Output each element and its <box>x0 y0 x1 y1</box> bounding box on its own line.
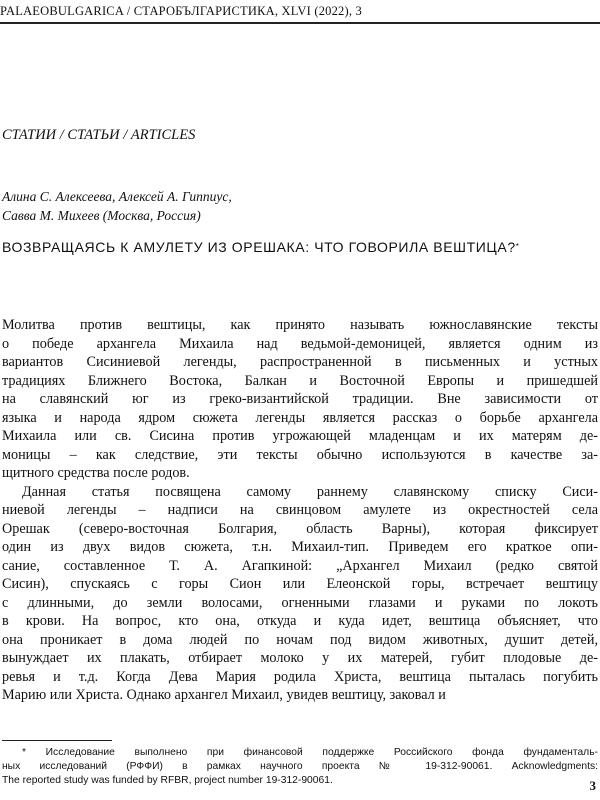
text-line: один из двух видов сюжета, т.н. Михаил-тип. Приведем его краткое опи- <box>2 539 598 555</box>
author-line-2: Савва М. Михеев (Москва, Россия) <box>2 208 201 223</box>
paragraph-2 <box>2 483 598 705</box>
text-line: традициях Ближнего Востока, Балкан и Восточной Европы и пришедшей <box>2 372 598 389</box>
article-body <box>2 316 598 705</box>
text-line: вариантов Сисиниевой легенды, распространенной в письменных и устных <box>2 354 598 370</box>
title-footnote-mark: * <box>515 242 520 251</box>
article-title-text: ВОЗВРАЩАЯСЬ К АМУЛЕТУ ИЗ ОРЕШАКА: ЧТО ГОВОРИЛА ВЕШТИЦА? <box>2 239 516 255</box>
author-line-1: Алина С. Алексеева, Алексей А. Гиппиус, <box>2 189 232 204</box>
footnote <box>2 746 598 788</box>
text-line: Данная статья посвящена самому раннему славянскому списку Сиси- <box>22 483 598 500</box>
footnote-line: ных исследований (РФФИ) в рамках научного проекта № 19-312-90061. Acknowledgments: <box>2 761 598 772</box>
text-line: Орешак (северо-восточная Болгария, область Варны), которая фиксирует <box>2 520 598 537</box>
footnote-line: * Исследование выполнено при финансовой поддержке Российского фонда фундаменталь- <box>22 747 598 758</box>
text-line: вынуждает их плакать, отбирает молоко у их матерей, губит плодовые де- <box>2 650 598 666</box>
text-line: ревья и т.д. Когда Дева Мария родила Христа, вештица пыталась погубить <box>2 668 598 685</box>
text-line: языка и народа ядром сюжета легенды является рассказ о борьбе архангела <box>2 409 598 426</box>
author-block <box>2 187 232 225</box>
paragraph-1 <box>2 316 598 483</box>
text-line: Марию или Христа. Однако архангел Михаил, увидев вештицу, заковал и <box>2 687 446 703</box>
text-line: Михаила или св. Сисина против угрожающей младенцам и их матерям де- <box>2 428 598 444</box>
running-head: PALAEOBULGARICA / СТАРОБЪЛГАРИСТИКА, XLVI (2022), 3 <box>0 4 362 18</box>
footnote-rule <box>2 740 112 741</box>
header-rule <box>0 22 600 24</box>
text-line: о победе архангела Михаила над ведьмой-демоницей, является одним из <box>2 335 598 352</box>
article-title <box>2 238 592 256</box>
page-number: 3 <box>589 778 596 793</box>
text-line: моницы – как следствие, эти тексты обычно используются в качестве за- <box>2 446 598 463</box>
text-line: Молитва против вештицы, как принято называть южнославянские тексты <box>2 317 598 333</box>
text-line: она проникает в дома людей по ночам под видом животных, душит детей, <box>2 631 598 648</box>
text-line: ниевой легенды – надписи на свинцовом амулете из окрестностей села <box>2 502 598 518</box>
text-line: Сисин), спускаясь с горы Сион или Елеонской горы, встречает вештицу <box>2 576 598 592</box>
footnote-line: The reported study was funded by RFBR, project number 19-312-90061. <box>2 775 333 786</box>
text-line: сание, составленное Т. А. Агапкиной: „Архангел Михаил (редко святой <box>2 557 598 574</box>
text-line: с длинными, до земли волосами, огненными глазами и руками по локоть <box>2 594 598 611</box>
text-line: щитного средства после родов. <box>2 465 190 481</box>
text-line: в крови. На вопрос, кто она, откуда и куда идет, вештица объясняет, что <box>2 613 598 629</box>
section-heading: СТАТИИ / СТАТЬИ / ARTICLES <box>2 127 196 143</box>
text-line: на славянский юг из греко-византийской традиции. Вне зависимости от <box>2 391 598 407</box>
